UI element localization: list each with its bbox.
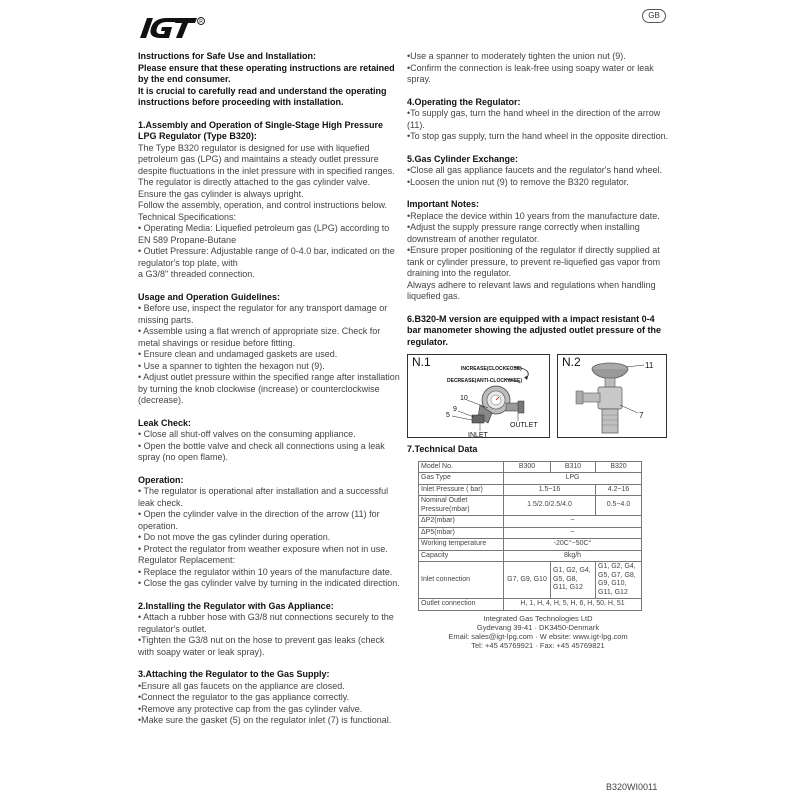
list-item: •Ensure proper positioning of the regulator if directly supplied at tank or cylinder pressure, to prevent re-liquefied gas vapor from draining into the regulator.	[407, 245, 661, 278]
table-row: Inlet Pressure ( bar) 1.5~16 4.2~16	[419, 484, 642, 496]
language-badge: GB	[642, 9, 666, 23]
company-contact: Email: sales@igt-lpg.com · W ebsite: www.igt-lpg.com	[448, 631, 628, 641]
section-1-text: Technical Specifications:	[138, 211, 237, 222]
table-row: Nominal Outlet Pressure(mbar) 1.5/2.0/2.5/4.0 0.5~4.0	[419, 496, 642, 516]
table-row: ΔP5(mbar) ~	[419, 527, 642, 539]
table-row: Inlet connection G7, G9, G10 G1, G2, G4, G5, G8, G11, G12 G1, G2, G4, G5, G7, G8, G9, G10, G11, G12	[419, 562, 642, 599]
list-item: • Open the bottle valve and check all connections using a leak spray (no open flame).	[138, 440, 385, 462]
list-item: Always adhere to relevant laws and regulations when handling liquefied gas.	[407, 279, 656, 301]
leak-check-heading: Leak Check:	[138, 417, 192, 428]
list-item: •Remove any protective cap from the gas cylinder valve.	[138, 703, 363, 714]
company-info	[407, 614, 669, 650]
section-1-text: a G3/8" threaded connection.	[138, 269, 255, 279]
list-item: •Make sure the gasket (5) on the regulator inlet (7) is functional.	[138, 715, 392, 725]
table-row: Working temperature -20C°~50C°	[419, 539, 642, 551]
section-3-heading: 3.Attaching the Regulator to the Gas Supply:	[138, 669, 330, 679]
list-item: • The regulator is operational after installation and a successful leak check.	[138, 486, 389, 508]
table-row: ΔP2(mbar) ~	[419, 516, 642, 528]
section-2-heading: 2.Installing the Regulator with Gas Appliance:	[138, 600, 334, 611]
table-row: Capacity 8kg/h	[419, 550, 642, 562]
left-column	[138, 51, 400, 727]
figures	[407, 354, 669, 438]
operation-heading: Operation:	[138, 474, 184, 485]
list-item: •Tighten the G3/8 nut on the hose to prevent gas leaks (check with soapy water or leak spray).	[138, 635, 385, 657]
increase-label: INCREASE(CLOCKEOSE)	[461, 366, 522, 372]
figure-n1	[407, 354, 550, 438]
intro-retain-note: Please ensure that these operating instructions are retained by the end consumer.	[138, 62, 395, 84]
list-item: • Close the gas cylinder valve by turning in the indicated direction.	[138, 578, 400, 588]
company-phone: Tel: +45 45769921 · Fax: +45 45769821	[471, 640, 605, 650]
decrease-label: DECREASE(ANTI-CLOCKWISE)	[447, 378, 522, 384]
list-item: •Replace the device within 10 years from the manufacture date.	[407, 210, 660, 221]
list-item: • Before use, inspect the regulator for any transport damage or missing parts.	[138, 303, 388, 325]
technical-data-table	[418, 461, 642, 611]
list-item: • Assemble using a flat wrench of appropriate size. Check for metal shavings or residue before fitting.	[138, 326, 381, 348]
table-row: Model No. B300 B310 B320	[419, 461, 642, 473]
igt-logo	[137, 12, 207, 42]
inlet-label: INLET	[468, 432, 488, 438]
table-row: Gas Type LPG	[419, 473, 642, 485]
list-item: •Close all gas appliance faucets and the regulator's hand wheel.	[407, 165, 663, 175]
list-item: • Open the cylinder valve in the direction of the arrow (11) for operation.	[138, 509, 380, 531]
section-4-heading: 4.Operating the Regulator:	[407, 96, 521, 107]
company-name: Integrated Gas Technologies LtD	[483, 613, 593, 623]
callout-9: 9	[453, 406, 457, 413]
list-item: •To supply gas, turn the hand wheel in the direction of the arrow (11).	[407, 108, 661, 130]
section-1-text: The regulator is directly attached to the gas cylinder valve. Ensure the gas cylinder is always upright.	[138, 177, 371, 199]
callout-11: 11	[645, 361, 654, 370]
callout-7: 7	[639, 411, 644, 420]
section-5-heading: 5.Gas Cylinder Exchange:	[407, 153, 519, 164]
company-address: Gydevang 39-41 · DK3450-Denmark	[476, 622, 600, 632]
svg-text:R: R	[199, 19, 203, 25]
list-item: • Close all shut-off valves on the consuming appliance.	[138, 429, 356, 439]
section-1-text: • Operating Media: Liquefied petroleum gas (LPG) according to EN 589 Propane-Butane	[138, 223, 390, 245]
outlet-label: OUTLET	[510, 422, 538, 429]
list-item: • Replace the regulator within 10 years of the manufacture date.	[138, 566, 393, 577]
table-row: Outlet connection H, 1, H, 4, H, 5, H, 6, H, 50, H, 51	[419, 599, 642, 611]
document-code: B320WI0011	[606, 782, 658, 792]
list-item: • Adjust outlet pressure within the specified range after installation by turning the knob clockwise (increase) or counterclockwise (decrease).	[138, 372, 400, 405]
figure-n2-label: N.2	[562, 355, 581, 369]
list-item: • Protect the regulator from weather exposure when not in use.	[138, 543, 388, 554]
right-column	[407, 51, 669, 650]
list-item: •Loosen the union nut (9) to remove the B320 regulator.	[407, 176, 629, 187]
list-item: • Attach a rubber hose with G3/8 nut connections securely to the regulator's outlet.	[138, 612, 394, 634]
list-item: •Ensure all gas faucets on the appliance are closed.	[138, 680, 345, 691]
list-item: •To stop gas supply, turn the hand wheel in the opposite direction.	[407, 131, 669, 141]
intro-title: Instructions for Safe Use and Installation:	[138, 51, 317, 61]
usage-heading: Usage and Operation Guidelines:	[138, 291, 281, 302]
important-notes-heading: Important Notes:	[407, 199, 479, 209]
callout-10: 10	[460, 395, 468, 402]
intro-read-note: It is crucial to carefully read and understand the operating instructions before proceeding with installation.	[138, 85, 387, 107]
figure-n2	[557, 354, 667, 438]
list-item: • Do not move the gas cylinder during operation.	[138, 532, 331, 542]
callout-5: 5	[446, 412, 450, 419]
figure-n1-label: N.1	[412, 355, 431, 369]
list-item: Regulator Replacement:	[138, 555, 236, 565]
section-1-text: Follow the assembly, operation, and control instructions below.	[138, 200, 387, 210]
section-6-heading: 6.B320-M version are equipped with a impact resistant 0-4 bar manometer showing the adjusted outlet pressure of the regulator.	[407, 313, 662, 347]
section-1-heading: 1.Assembly and Operation of Single-Stage High Pressure LPG Regulator (Type B320):	[138, 119, 384, 141]
list-item: • Ensure clean and undamaged gaskets are used.	[138, 349, 338, 359]
list-item: •Connect the regulator to the gas appliance correctly.	[138, 692, 350, 702]
section-1-text: • Outlet Pressure: Adjustable range of 0-4.0 bar, indicated on the regulator's top plate, with	[138, 246, 395, 268]
list-item: •Adjust the supply pressure range correctly when installing downstream of another regulator.	[407, 222, 640, 244]
list-item: • Use a spanner to tighten the hexagon nut (9).	[138, 360, 325, 371]
section-7-heading: 7.Technical Data	[407, 444, 478, 454]
list-item: •Confirm the connection is leak-free using soapy water or leak spray.	[407, 62, 654, 84]
list-item: •Use a spanner to moderately tighten the union nut (9).	[407, 51, 626, 61]
section-1-text: The Type B320 regulator is designed for use with liquefied petroleum gas (LPG) and maintains a steady outlet pressure despite fluctuations in the inlet pressure with in specified ranges.	[138, 142, 395, 176]
